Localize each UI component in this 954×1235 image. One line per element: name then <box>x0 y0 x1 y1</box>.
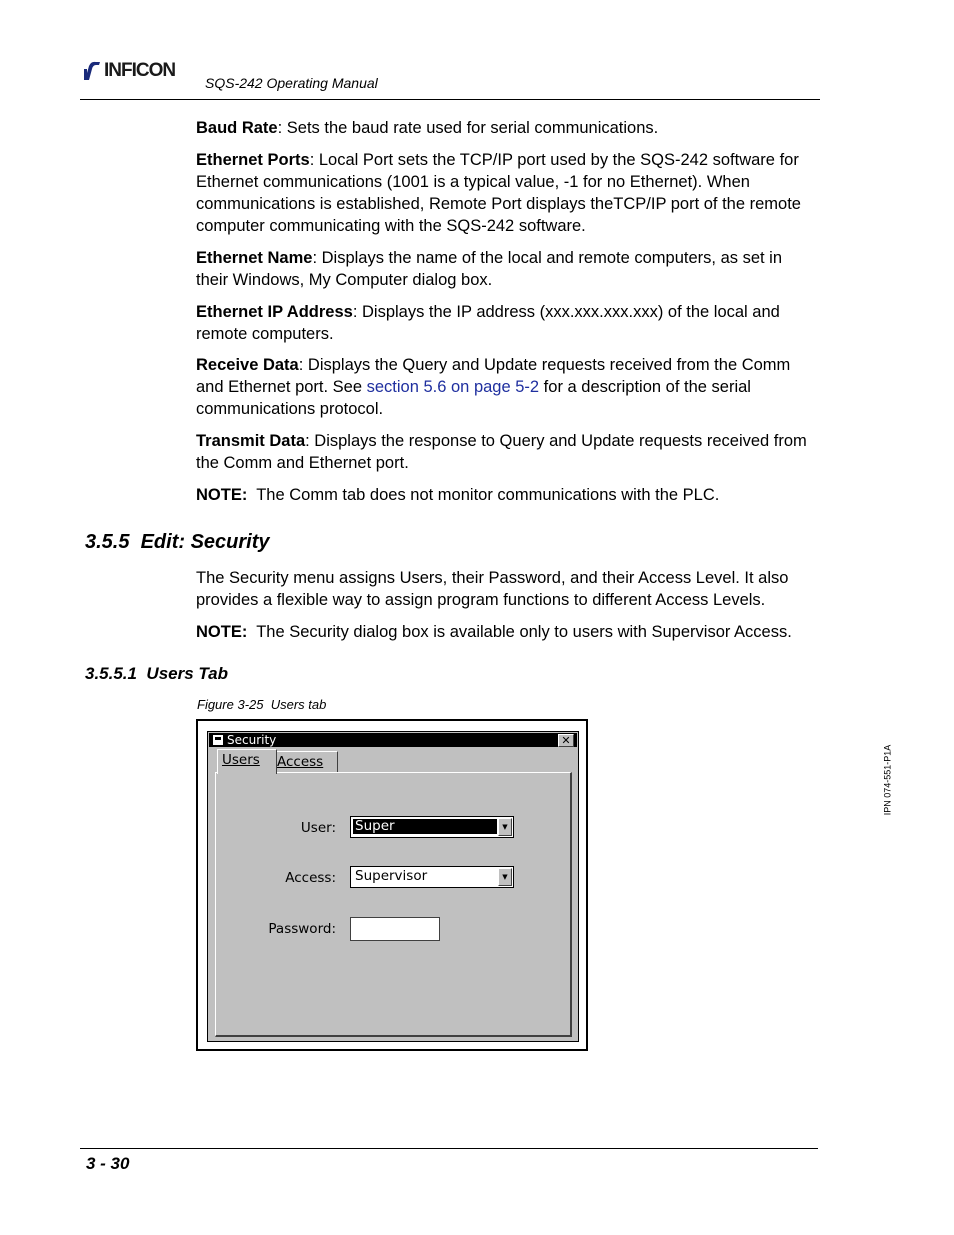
note-label: NOTE: <box>196 486 248 504</box>
security-note <box>196 621 816 643</box>
term: Receive Data <box>196 356 299 374</box>
manual-title: SQS-242 Operating Manual <box>205 75 378 91</box>
access-value: Supervisor <box>355 868 428 884</box>
definition: : Local Port sets the TCP/IP port used by the SQS-242 software for Ethernet communications (1001 is a typical value, -1 for no Ethernet). When communications is established, Remote Port displays theTCP/IP port of the remote computer communicating with the SQS-242 software. <box>196 151 801 235</box>
note-text: The Security dialog box is available only to users with Supervisor Access. <box>247 623 792 641</box>
term: Transmit Data <box>196 432 306 450</box>
transmit-data-paragraph <box>196 430 816 474</box>
note-label: NOTE: <box>196 623 248 641</box>
ethernet-ip-paragraph <box>196 301 816 345</box>
note-paragraph <box>196 484 816 506</box>
ethernet-name-paragraph <box>196 247 816 291</box>
page-number: 3 - 30 <box>86 1154 130 1173</box>
term: Ethernet Ports <box>196 151 310 169</box>
note-text: The Comm tab does not monitor communications with the PLC. <box>247 486 720 504</box>
tab-panel <box>215 772 572 1037</box>
security-dialog <box>207 731 579 1042</box>
dialog-titlebar[interactable] <box>209 733 577 747</box>
term: Ethernet IP Address <box>196 303 353 321</box>
dropdown-arrow-icon[interactable]: ▼ <box>498 818 512 836</box>
dialog-title: Security <box>227 733 277 747</box>
definition-end: for a description of the serial communications protocol. <box>196 378 751 418</box>
definition: : Displays the Query and Update requests received from the Comm and Ethernet port. See <box>196 356 791 396</box>
definition: : Displays the name of the local and remote computers, as set in their Windows, My Computer dialog box. <box>196 249 783 289</box>
password-label: Password: <box>268 921 336 937</box>
receive-data-paragraph <box>196 354 816 420</box>
term: Baud Rate <box>196 119 278 137</box>
password-input[interactable] <box>350 917 440 941</box>
section-link[interactable]: section 5.6 on page 5-2 <box>366 378 540 396</box>
definition: : Displays the response to Query and Update requests received from the Comm and Ethernet port. <box>196 432 807 472</box>
figure-frame <box>196 719 588 1051</box>
system-menu-icon[interactable] <box>213 735 223 745</box>
ethernet-ports-paragraph <box>196 149 816 237</box>
tab-users[interactable] <box>217 749 277 774</box>
section-heading: 3.5.5 Edit: Security <box>85 531 270 553</box>
user-dropdown[interactable] <box>350 816 514 838</box>
subsection-heading: 3.5.5.1 Users Tab <box>85 664 229 683</box>
definition: : Displays the IP address (xxx.xxx.xxx.xxx) of the local and remote computers. <box>196 303 780 343</box>
logo-text: INFICON <box>104 60 176 81</box>
figure-caption: Figure 3-25 Users tab <box>197 697 327 712</box>
baud-rate-paragraph <box>196 117 816 139</box>
footer-divider <box>80 1148 818 1149</box>
user-label: User: <box>300 820 336 836</box>
definition: : Sets the baud rate used for serial communications. <box>277 119 659 137</box>
ipn-label: IPN 074-551-P1A <box>882 744 893 816</box>
inficon-logo-icon <box>82 60 102 82</box>
access-dropdown[interactable] <box>350 866 514 888</box>
access-label: Access: <box>285 870 336 886</box>
term: Ethernet Name <box>196 249 313 267</box>
security-intro: The Security menu assigns Users, their Password, and their Access Level. It also provides a flexible way to assign program functions to different Access Levels. <box>196 569 789 609</box>
close-button[interactable]: ✕ <box>558 734 574 747</box>
tab-access[interactable] <box>272 751 338 772</box>
header-divider <box>80 99 820 100</box>
inficon-logo <box>82 60 175 82</box>
tab-access-label: Access <box>277 754 324 770</box>
user-value: Super <box>353 819 497 834</box>
dropdown-arrow-icon[interactable]: ▼ <box>498 868 512 886</box>
tab-users-label: Users <box>222 752 260 768</box>
